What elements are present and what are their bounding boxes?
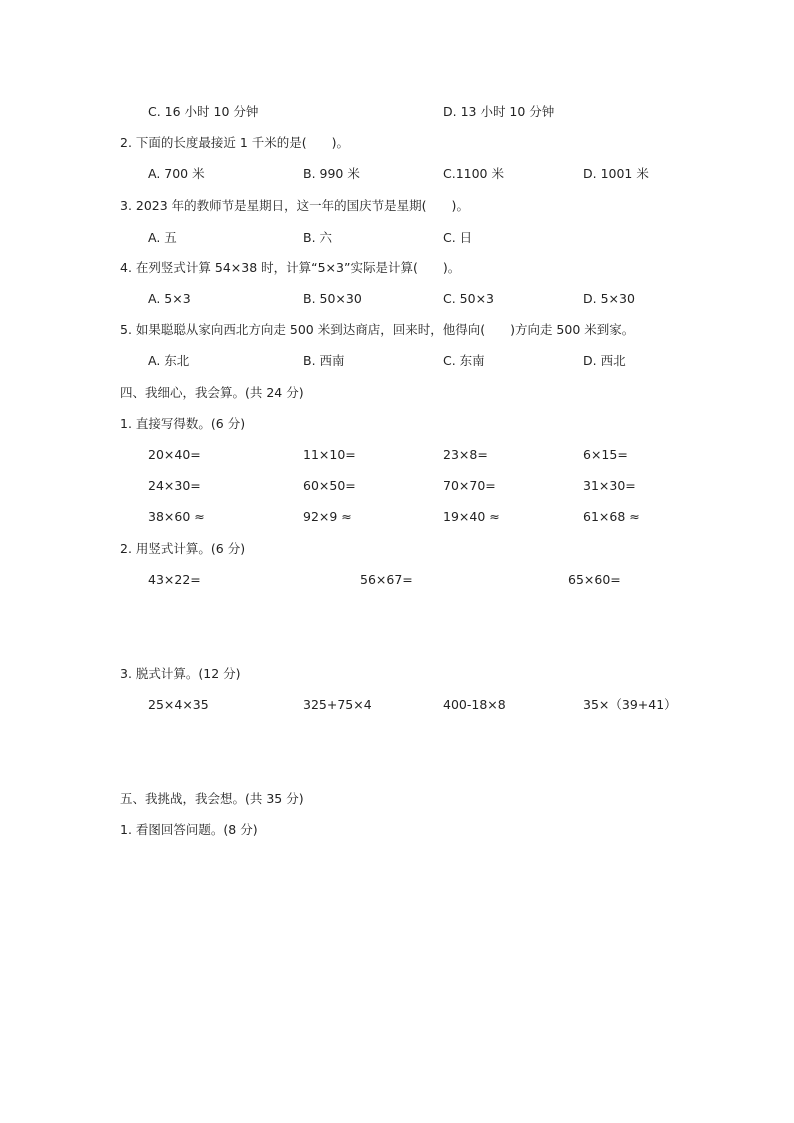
- q1-option-d: D. 13 小时 10 分钟: [443, 104, 555, 119]
- step-calc-item: 400-18×8: [443, 697, 506, 712]
- q1-option-c: C. 16 小时 10 分钟: [148, 104, 259, 119]
- section-4-title: 四、我细心，我会算。(共 24 分): [120, 385, 304, 400]
- step-calc-item: 35×（39+41）: [583, 697, 677, 712]
- q4-option-a: A. 5×3: [148, 291, 191, 306]
- estimate-item: 61×68 ≈: [583, 509, 640, 524]
- question-4-stem: 4. 在列竖式计算 54×38 时，计算“5×3”实际是计算( )。: [120, 260, 461, 275]
- q5-option-c: C. 东南: [443, 353, 485, 368]
- mental-math-item: 24×30=: [148, 478, 201, 493]
- mental-math-item: 20×40=: [148, 447, 201, 462]
- section-4-part-1-title: 1. 直接写得数。(6 分): [120, 416, 246, 431]
- vertical-calc-item: 56×67=: [360, 572, 413, 587]
- vertical-calc-item: 43×22=: [148, 572, 201, 587]
- q5-option-b: B. 西南: [303, 353, 345, 368]
- q5-option-a: A. 东北: [148, 353, 190, 368]
- mental-math-item: 23×8=: [443, 447, 488, 462]
- step-calc-item: 25×4×35: [148, 697, 209, 712]
- q3-option-b: B. 六: [303, 230, 333, 245]
- q2-option-a: A. 700 米: [148, 166, 205, 181]
- mental-math-item: 60×50=: [303, 478, 356, 493]
- q2-option-b: B. 990 米: [303, 166, 360, 181]
- section-4-part-2-title: 2. 用竖式计算。(6 分): [120, 541, 246, 556]
- mental-math-item: 70×70=: [443, 478, 496, 493]
- estimate-item: 38×60 ≈: [148, 509, 205, 524]
- question-2-stem: 2. 下面的长度最接近 1 千米的是( )。: [120, 135, 350, 150]
- section-4-part-3-title: 3. 脱式计算。(12 分): [120, 666, 241, 681]
- q3-option-c: C. 日: [443, 230, 473, 245]
- mental-math-item: 6×15=: [583, 447, 628, 462]
- q2-option-d: D. 1001 米: [583, 166, 649, 181]
- question-3-stem: 3. 2023 年的教师节是星期日，这一年的国庆节是星期( )。: [120, 198, 469, 213]
- q5-option-d: D. 西北: [583, 353, 626, 368]
- vertical-calc-item: 65×60=: [568, 572, 621, 587]
- q3-option-a: A. 五: [148, 230, 177, 245]
- q4-option-b: B. 50×30: [303, 291, 362, 306]
- section-5-part-1-title: 1. 看图回答问题。(8 分): [120, 822, 258, 837]
- q4-option-c: C. 50×3: [443, 291, 495, 306]
- section-5-title: 五、我挑战，我会想。(共 35 分): [120, 791, 304, 806]
- question-5-stem: 5. 如果聪聪从家向西北方向走 500 米到达商店，回来时，他得向( )方向走 500 米到家。: [120, 322, 635, 337]
- q2-option-c: C.1100 米: [443, 166, 504, 181]
- estimate-item: 19×40 ≈: [443, 509, 500, 524]
- mental-math-item: 31×30=: [583, 478, 636, 493]
- q4-option-d: D. 5×30: [583, 291, 635, 306]
- estimate-item: 92×9 ≈: [303, 509, 352, 524]
- mental-math-item: 11×10=: [303, 447, 356, 462]
- step-calc-item: 325+75×4: [303, 697, 372, 712]
